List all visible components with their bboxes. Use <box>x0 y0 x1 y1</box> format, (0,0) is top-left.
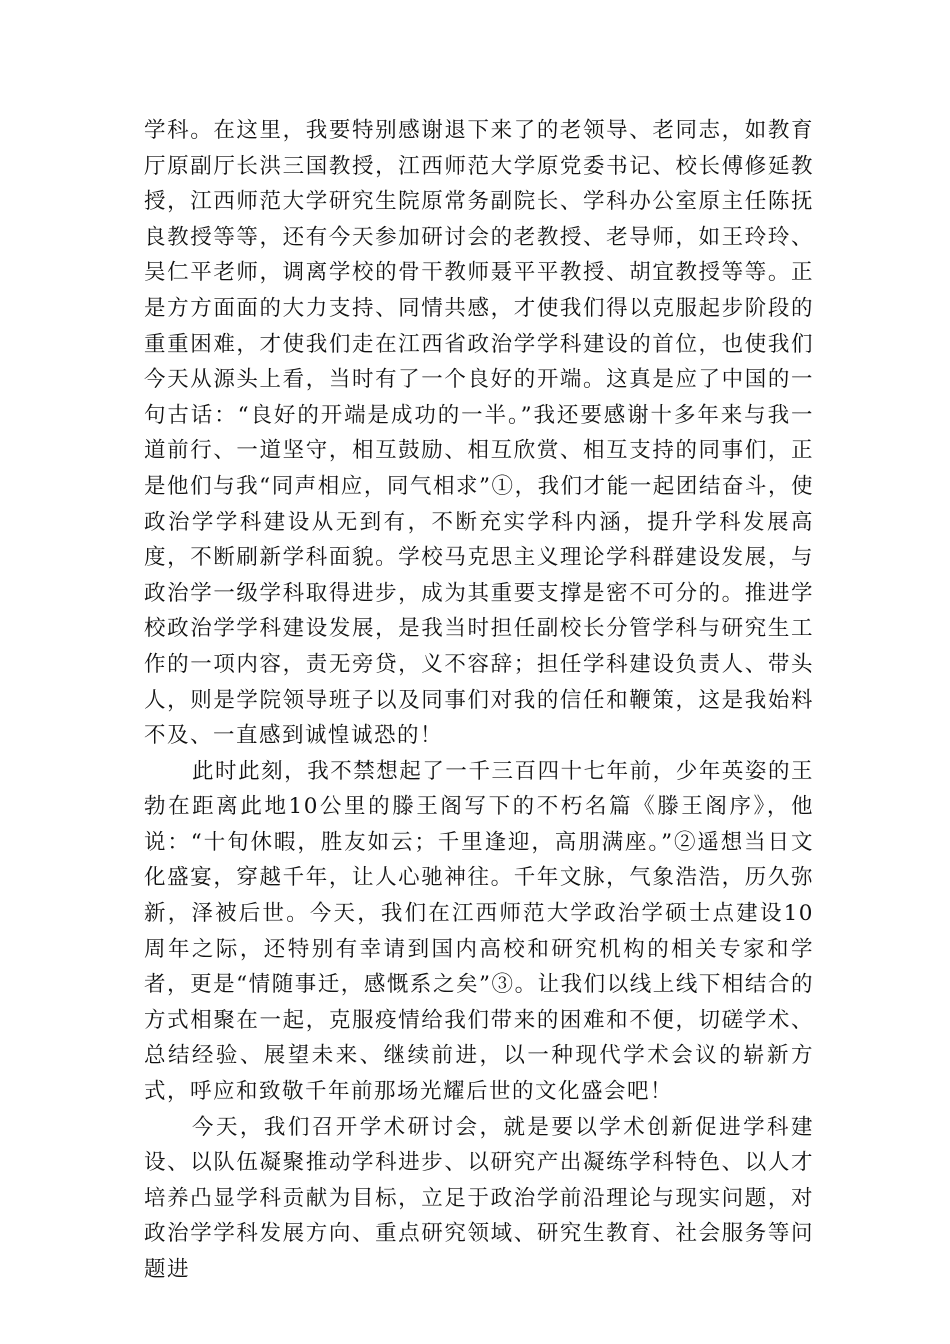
paragraph: 此时此刻，我不禁想起了一千三百四十七年前，少年英姿的王勃在距离此地10公里的滕王阁写下的不朽名篇《滕王阁序》，他说：“十旬休暇，胜友如云；千里逢迎，高朋满座。”②遥想当日文化盛宴，穿越千年，让人心驰神往。千年文脉，气象浩浩，历久弥新，泽被后世。今天，我们在江西师范大学政治学硕士点建设10周年之际，还特别有幸请到国内高校和研究机构的相关专家和学者，更是“情随事迁，感慨系之矣”③。让我们以线上线下相结合的方式相聚在一起，克服疫情给我们带来的困难和不便，切磋学术、总结经验、展望未来、继续前进，以一种现代学术会议的崭新方式，呼应和致敬千年前那场光耀后世的文化盛会吧！ <box>144 758 814 1105</box>
paragraph-continued: 学科。在这里，我要特别感谢退下来了的老领导、老同志，如教育厅原副厅长洪三国教授，江西师范大学原党委书记、校长傅修延教授，江西师范大学研究生院原常务副院长、学科办公室原主任陈抚良教授等等，还有今天参加研讨会的老教授、老导师，如王玲玲、吴仁平老师，调离学校的骨干教师聂平平教授、胡宜教授等等。正是方方面面的大力支持、同情共感，才使我们得以克服起步阶段的重重困难，才使我们走在江西省政治学学科建设的首位，也使我们今天从源头上看，当时有了一个良好的开端。这真是应了中国的一句古话：“良好的开端是成功的一半。”我还要感谢十多年来与我一道前行、一道坚守，相互鼓励、相互欣赏、相互支持的同事们，正是他们与我“同声相应，同气相求”①，我们才能一起团结奋斗，使政治学学科建设从无到有，不断充实学科内涵，提升学科发展高度，不断刷新学科面貌。学校马克思主义理论学科群建设发展，与政治学一级学科取得进步，成为其重要支撑是密不可分的。推进学校政治学学科建设发展，是我当时担任副校长分管学科与研究生工作的一项内容，责无旁贷，义不容辞；担任学科建设负责人、带头人，则是学院领导班子以及同事们对我的信任和鞭策，这是我始料不及、一直感到诚惶诚恐的！ <box>144 118 814 749</box>
paragraph: 今天，我们召开学术研讨会，就是要以学术创新促进学科建设、以队伍凝聚推动学科进步、以研究产出凝练学科特色、以人才培养凸显学科贡献为目标，立足于政治学前沿理论与现实问题，对政治学学科发展方向、重点研究领域、研究生教育、社会服务等问题进 <box>144 1114 814 1282</box>
document-body <box>144 113 814 1288</box>
